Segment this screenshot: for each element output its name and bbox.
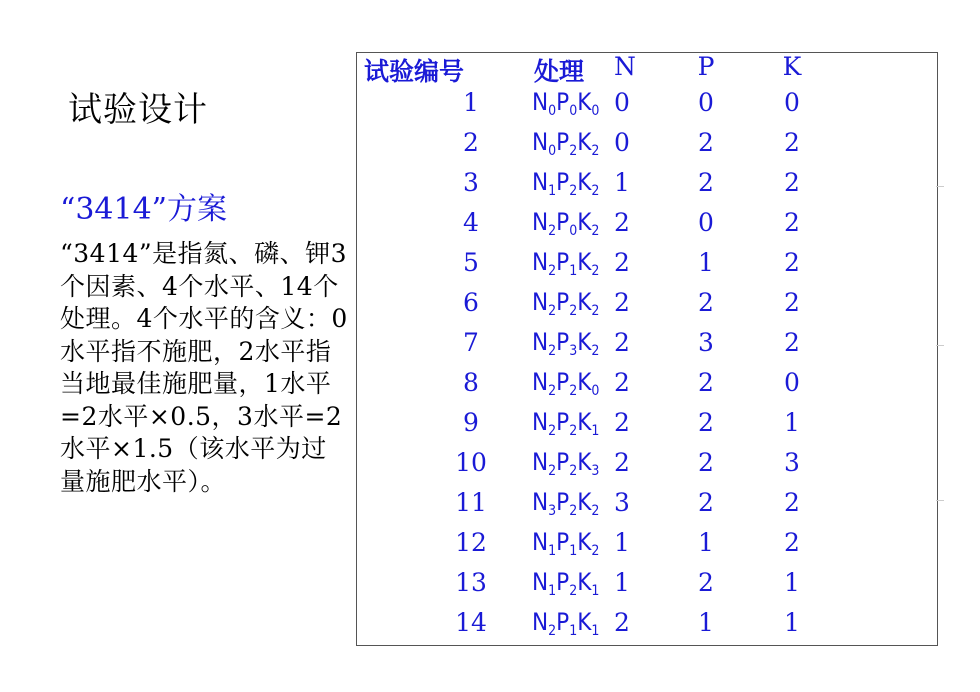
p-level-cell: 2 bbox=[698, 448, 714, 477]
n-level-cell: 3 bbox=[614, 488, 630, 517]
n-level-cell: 2 bbox=[614, 448, 630, 477]
header-trial-no: 试验编号 bbox=[364, 57, 465, 86]
table-row bbox=[356, 286, 938, 326]
treatment-level: 1 bbox=[569, 623, 578, 639]
n-level-cell: 2 bbox=[614, 288, 630, 317]
treatment-level: 2 bbox=[569, 143, 578, 159]
header-k: K bbox=[782, 52, 802, 81]
n-level-cell: 0 bbox=[614, 88, 630, 117]
p-level-cell: 2 bbox=[698, 408, 714, 437]
k-level-cell: 1 bbox=[784, 608, 800, 637]
trial-no-cell: 13 bbox=[455, 568, 487, 597]
trial-no-cell: 4 bbox=[463, 208, 479, 237]
treatment-level: 2 bbox=[548, 223, 557, 239]
p-level-cell: 2 bbox=[698, 128, 714, 157]
p-level-cell: 0 bbox=[698, 88, 714, 117]
treatment-level: 2 bbox=[591, 543, 600, 559]
treatment-cell: $N_0P_2K_2$ bbox=[532, 128, 600, 159]
treatment-level: 3 bbox=[569, 343, 578, 359]
table-row bbox=[356, 526, 938, 566]
slide-title: 试验设计 bbox=[68, 90, 208, 130]
trial-no-cell: 3 bbox=[463, 168, 479, 197]
n-level-cell: 2 bbox=[614, 208, 630, 237]
treatment-level: 2 bbox=[591, 303, 600, 319]
k-level-cell: 1 bbox=[784, 568, 800, 597]
p-level-cell: 2 bbox=[698, 568, 714, 597]
treatment-level: 1 bbox=[591, 423, 600, 439]
treatment-level: 2 bbox=[548, 463, 557, 479]
k-level-cell: 2 bbox=[784, 288, 800, 317]
treatment-cell: $N_2P_2K_2$ bbox=[532, 288, 600, 319]
table-row bbox=[356, 406, 938, 446]
n-level-cell: 2 bbox=[614, 368, 630, 397]
trial-no-cell: 5 bbox=[463, 248, 479, 277]
treatment-level: 2 bbox=[591, 503, 600, 519]
treatment-cell: $N_2P_1K_2$ bbox=[532, 248, 600, 279]
treatment-level: 0 bbox=[569, 223, 578, 239]
trial-no-cell: 2 bbox=[463, 128, 479, 157]
treatment-level: 2 bbox=[548, 423, 557, 439]
table-row bbox=[356, 326, 938, 366]
treatment-cell: $N_3P_2K_2$ bbox=[532, 488, 600, 519]
table-row bbox=[356, 246, 938, 286]
trial-no-cell: 11 bbox=[455, 488, 487, 517]
treatment-level: 2 bbox=[591, 343, 600, 359]
trial-no-cell: 9 bbox=[463, 408, 479, 437]
treatment-level: 2 bbox=[591, 183, 600, 199]
p-level-cell: 3 bbox=[698, 328, 714, 357]
k-level-cell: 0 bbox=[784, 368, 800, 397]
k-level-cell: 2 bbox=[784, 328, 800, 357]
table-row bbox=[356, 126, 938, 166]
trial-no-cell: 8 bbox=[463, 368, 479, 397]
table-row bbox=[356, 606, 938, 646]
k-level-cell: 3 bbox=[784, 448, 800, 477]
treatment-level: 0 bbox=[548, 103, 557, 119]
p-level-cell: 1 bbox=[698, 608, 714, 637]
treatment-level: 1 bbox=[591, 583, 600, 599]
table-row bbox=[356, 486, 938, 526]
treatment-cell: $N_2P_2K_0$ bbox=[532, 368, 600, 399]
n-level-cell: 2 bbox=[614, 248, 630, 277]
treatment-cell: $N_1P_2K_1$ bbox=[532, 568, 600, 599]
k-level-cell: 1 bbox=[784, 408, 800, 437]
treatment-level: 1 bbox=[591, 623, 600, 639]
treatment-level: 0 bbox=[591, 103, 600, 119]
table-row bbox=[356, 566, 938, 606]
treatment-level: 1 bbox=[548, 543, 557, 559]
treatment-level: 1 bbox=[569, 543, 578, 559]
treatment-level: 2 bbox=[569, 183, 578, 199]
trial-no-cell: 14 bbox=[455, 608, 487, 637]
treatment-level: 2 bbox=[569, 423, 578, 439]
trial-no-cell: 1 bbox=[463, 88, 479, 117]
table-row bbox=[356, 366, 938, 406]
treatment-level: 2 bbox=[548, 383, 557, 399]
n-level-cell: 1 bbox=[614, 528, 630, 557]
header-treatment: 处理 bbox=[534, 57, 585, 86]
p-level-cell: 2 bbox=[698, 368, 714, 397]
treatment-level: 2 bbox=[591, 143, 600, 159]
p-level-cell: 0 bbox=[698, 208, 714, 237]
treatment-level: 0 bbox=[591, 383, 600, 399]
treatment-level: 2 bbox=[569, 583, 578, 599]
treatment-cell: $N_2P_2K_1$ bbox=[532, 408, 600, 439]
p-level-cell: 2 bbox=[698, 488, 714, 517]
k-level-cell: 2 bbox=[784, 248, 800, 277]
treatment-cell: $N_2P_0K_2$ bbox=[532, 208, 600, 239]
table-row bbox=[356, 166, 938, 206]
k-level-cell: 0 bbox=[784, 88, 800, 117]
header-p: P bbox=[697, 52, 715, 81]
scheme-subtitle: “3414”方案 bbox=[60, 192, 228, 227]
k-level-cell: 2 bbox=[784, 128, 800, 157]
treatment-level: 2 bbox=[591, 223, 600, 239]
n-level-cell: 1 bbox=[614, 568, 630, 597]
treatment-level: 2 bbox=[548, 343, 557, 359]
treatment-level: 2 bbox=[548, 303, 557, 319]
treatment-level: 1 bbox=[548, 583, 557, 599]
treatment-level: 0 bbox=[548, 143, 557, 159]
trial-no-cell: 6 bbox=[463, 288, 479, 317]
treatment-cell: $N_1P_2K_2$ bbox=[532, 168, 600, 199]
trial-no-cell: 10 bbox=[455, 448, 487, 477]
n-level-cell: 2 bbox=[614, 328, 630, 357]
header-n: N bbox=[614, 52, 636, 81]
treatment-level: 1 bbox=[548, 183, 557, 199]
k-level-cell: 2 bbox=[784, 168, 800, 197]
trial-no-cell: 12 bbox=[455, 528, 487, 557]
treatment-level: 2 bbox=[569, 303, 578, 319]
table-row bbox=[356, 86, 938, 126]
treatment-level: 3 bbox=[591, 463, 600, 479]
treatment-cell: $N_2P_2K_3$ bbox=[532, 448, 600, 479]
k-level-cell: 2 bbox=[784, 208, 800, 237]
p-level-cell: 1 bbox=[698, 528, 714, 557]
table-row bbox=[356, 206, 938, 246]
p-level-cell: 2 bbox=[698, 168, 714, 197]
treatment-level: 0 bbox=[569, 103, 578, 119]
treatment-cell: $N_1P_1K_2$ bbox=[532, 528, 600, 559]
p-level-cell: 2 bbox=[698, 288, 714, 317]
treatment-level: 2 bbox=[548, 263, 557, 279]
n-level-cell: 1 bbox=[614, 168, 630, 197]
k-level-cell: 2 bbox=[784, 528, 800, 557]
p-level-cell: 1 bbox=[698, 248, 714, 277]
n-level-cell: 2 bbox=[614, 408, 630, 437]
table-row bbox=[356, 446, 938, 486]
treatment-level: 2 bbox=[569, 383, 578, 399]
treatment-level: 2 bbox=[569, 503, 578, 519]
treatment-level: 1 bbox=[569, 263, 578, 279]
treatment-cell: $N_0P_0K_0$ bbox=[532, 88, 600, 119]
treatment-level: 3 bbox=[548, 503, 557, 519]
n-level-cell: 2 bbox=[614, 608, 630, 637]
scheme-description: “3414”是指氮、磷、钾3个因素、4个水平、14个处理。4个水平的含义：0水平指不施肥，2水平指当地最佳施肥量，1水平=2水平×0.5，3水平=2水平×1.5（该水平为过量施肥水平）。 bbox=[60, 239, 348, 496]
treatment-level: 2 bbox=[548, 623, 557, 639]
n-level-cell: 0 bbox=[614, 128, 630, 157]
k-level-cell: 2 bbox=[784, 488, 800, 517]
treatment-level: 2 bbox=[591, 263, 600, 279]
treatment-cell: $N_2P_1K_1$ bbox=[532, 608, 600, 639]
treatment-cell: $N_2P_3K_2$ bbox=[532, 328, 600, 359]
treatment-level: 2 bbox=[569, 463, 578, 479]
trial-no-cell: 7 bbox=[463, 328, 479, 357]
